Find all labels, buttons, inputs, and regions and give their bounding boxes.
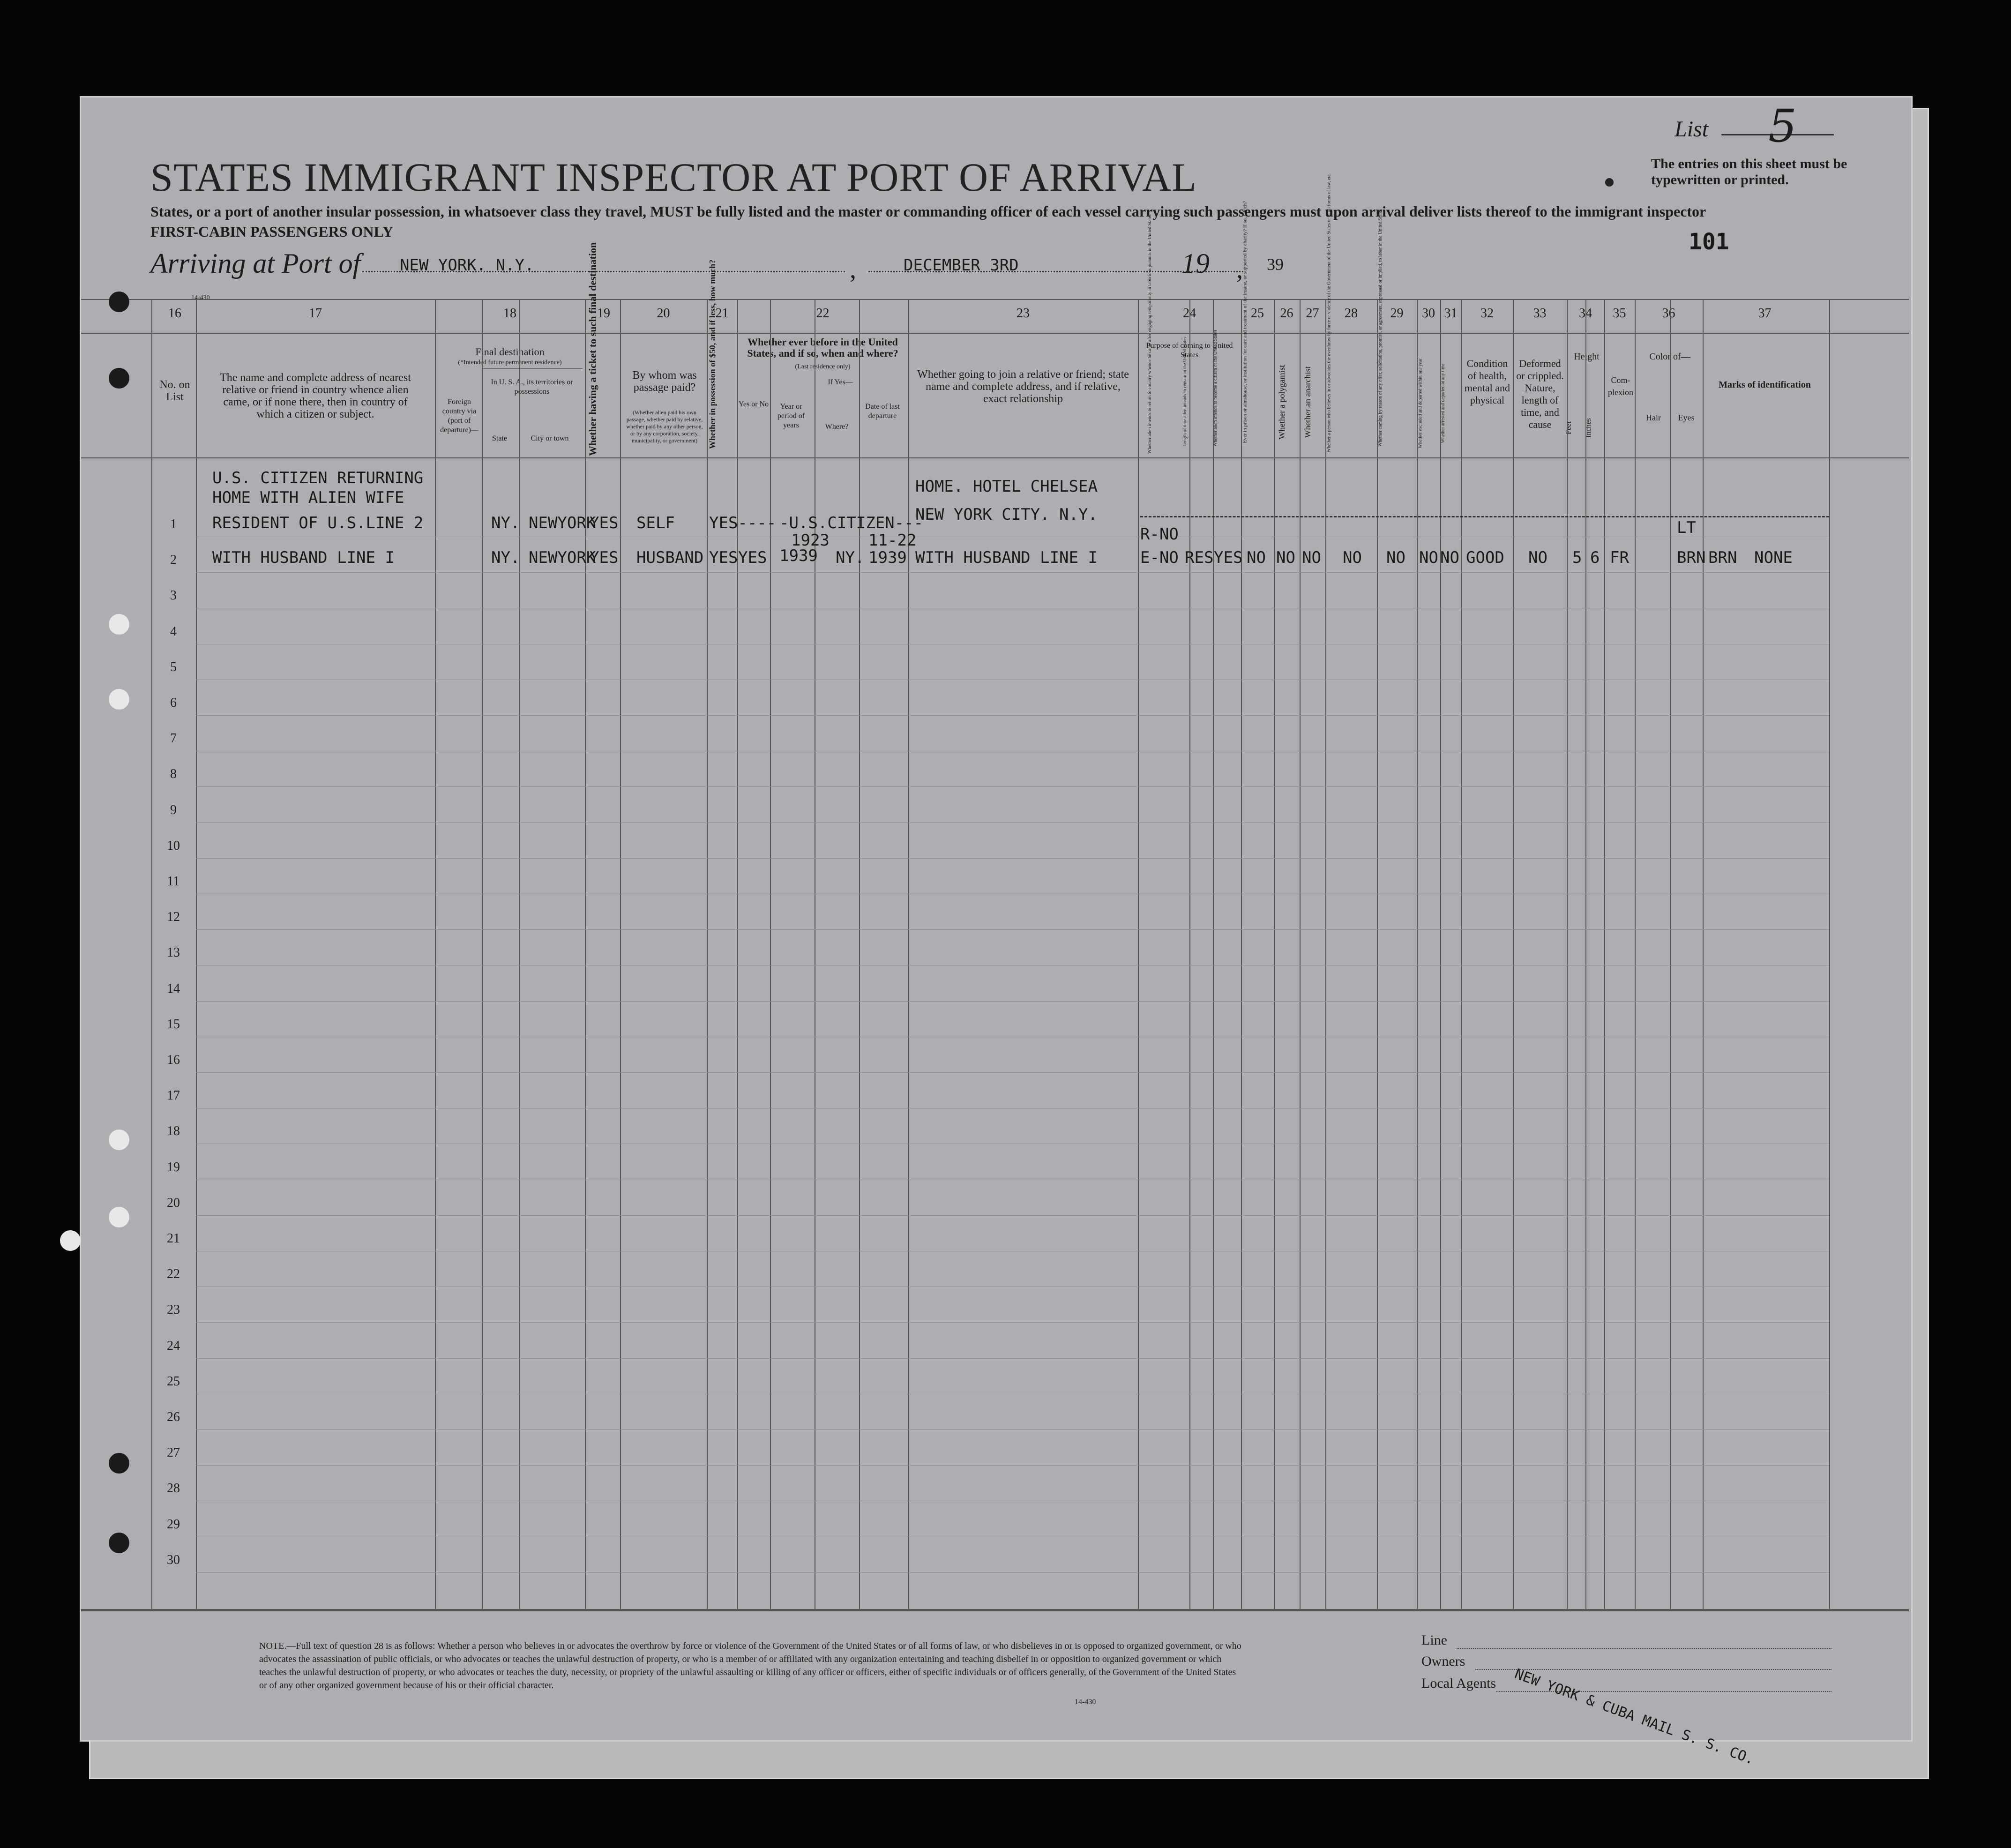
header-purpose-citizen: Whether alien intends to become a citizen of the United States [1213,329,1218,447]
row-number: 17 [167,1088,180,1103]
year-suffix: 39 [1267,255,1284,274]
r2-hair: BRN [1677,548,1706,567]
row-line [196,715,1829,716]
r2-date: 1939 [868,548,907,567]
header-inches: Inches [1585,418,1592,438]
colnum-30: 30 [1422,306,1435,321]
row-number: 16 [167,1053,180,1067]
header-feet: Feet [1565,421,1573,434]
column-line [1417,299,1418,1609]
r2-inches: 6 [1590,548,1600,567]
colnum-18: 18 [503,306,516,321]
footer-agents-label: Local Agents [1421,1676,1496,1691]
row-number: 29 [167,1517,180,1532]
row-number: 28 [167,1481,180,1496]
colnum-21: 21 [715,306,729,321]
column-line [1241,299,1242,1609]
colnum-17: 17 [309,306,322,321]
r1-before: -U.S.CITIZEN--- [779,514,924,532]
row-number: 15 [167,1017,180,1032]
header-in-usa: In U. S. A., its territories or possessions [491,378,573,396]
r2-passage-paid: HUSBAND [636,548,704,567]
binder-hole [109,1207,129,1227]
manifest-sheet [80,96,1913,1768]
column-line [1829,299,1830,1609]
row-number: 2 [170,553,177,568]
r2-labor: NO [1386,548,1405,567]
header-hair: Hair [1646,413,1661,422]
header-prison: Ever in prison or almshouse, or institution for care and treatment of the insane, or supported by charity? If so, which? [1242,201,1248,443]
year-prefix: 19 [1181,248,1210,279]
row-line [196,929,1829,930]
row-number: 21 [167,1231,180,1246]
r2-ticket: YES [590,548,619,567]
row-number: 5 [170,659,177,674]
date-value: DECEMBER 3RD [904,256,1019,275]
row-line [196,786,1829,787]
binder-hole [109,1533,129,1553]
header-color-of: Color of— [1649,352,1690,362]
r2-anarchist: NO [1302,548,1321,567]
r1-join-line1: HOME. HOTEL CHELSEA [915,477,1098,496]
r2-length: RES [1185,548,1214,567]
column-line [519,299,520,1609]
header-marks: Marks of identification [1719,380,1811,390]
header-before-in-us: Whether ever before in the United States, and if so, when and where? [747,336,898,359]
header-eyes: Eyes [1678,413,1695,422]
header-passage-note: (Whether alien paid his own passage, whether paid by relative, whether paid by any other person, or by any corporation, society, municipality, or government) [626,409,703,444]
header-excluded: Whether excluded and deported within one year [1418,358,1423,449]
row-number: 19 [167,1160,180,1175]
r1-hair: LT [1677,518,1696,537]
column-line [1325,299,1326,1609]
r2-citizen: YES [1214,548,1243,567]
colnum-23: 23 [1017,306,1030,321]
binder-hole [109,689,129,710]
header-city: City or town [531,434,569,442]
r1-state: NY. [491,514,520,532]
header-deported: Whether arrested and deported at any time [1440,363,1446,443]
row-number: 1 [170,517,177,531]
list-label: List [1675,117,1709,142]
r2-deformed: NO [1528,548,1547,567]
row-number: 13 [167,945,180,960]
header-no-on-list: No. on List [159,379,190,403]
column-line [859,299,860,1609]
colnum-36: 36 [1662,306,1675,321]
row-number: 10 [167,838,180,853]
row-number: 14 [167,981,180,996]
row-number: 7 [170,731,177,746]
row-number: 4 [170,624,177,639]
binder-hole [109,1453,129,1474]
row-line [196,572,1829,573]
header-year: Year or period of years [777,403,805,429]
r2-relative: WITH HUSBAND LINE I [212,548,395,567]
r1-date: 11-22 [868,531,917,550]
row-line [196,1001,1829,1002]
header-polygamist: Whether a polygamist [1277,365,1286,440]
row-number: 24 [167,1338,180,1353]
colnum-27: 27 [1306,306,1319,321]
row-number: 30 [167,1552,180,1567]
column-line [1189,299,1190,1609]
colnum-20: 20 [657,306,670,321]
row-number: 26 [167,1410,180,1424]
colnum-32: 32 [1480,306,1494,321]
r2-join: WITH HUSBAND LINE I [915,548,1098,567]
binder-hole [109,292,129,312]
r2-year: 1939 [779,546,818,565]
footer-line-label: Line [1421,1632,1447,1648]
colnum-26: 26 [1280,306,1293,321]
table-bottom-rule [81,1609,1909,1611]
r1-relative-line1: U.S. CITIZEN RETURNING [212,469,424,487]
r2-overthrow: NO [1343,548,1362,567]
r2-complexion: FR [1610,548,1629,567]
row-line [196,858,1829,859]
colnum-29: 29 [1390,306,1404,321]
row-line [196,1072,1829,1073]
header-where: Where? [825,423,849,431]
column-line [1567,299,1568,1609]
row-line [196,1215,1829,1216]
row-number: 20 [167,1195,180,1210]
column-line [1635,299,1636,1609]
column-line [1604,299,1605,1609]
column-line [1274,299,1275,1609]
sheet-number: 101 [1689,229,1729,255]
column-line [770,299,771,1609]
r2-money: YES [709,548,738,567]
row-line [196,1358,1829,1359]
arriving-label: Arriving at Port of [150,248,361,279]
r1-money: YES---- [709,514,777,532]
column-line [620,299,621,1609]
column-line [707,299,708,1609]
typed-note: The entries on this sheet must be typewritten or printed. [1651,156,1847,187]
column-line [737,299,738,1609]
colnum-16: 16 [168,306,181,321]
footer-line-field [1457,1648,1832,1649]
row-number: 12 [167,910,180,925]
header-purpose-length: Length of time alien intends to remain in the United States [1182,337,1188,447]
header-18-rule [482,368,583,369]
column-line [435,299,436,1609]
header-complexion: Com-plexion [1608,375,1633,397]
r1-year: 1923 [791,531,830,550]
header-anarchist: Whether an anarchist [1303,366,1312,438]
header-deformed: Deformed or crippled. Nature, length of time, and cause [1516,358,1564,430]
comma-1: , [850,255,856,284]
r2-deported: NO [1440,548,1459,567]
colnum-31: 31 [1444,306,1458,321]
r2-health: GOOD [1466,548,1504,567]
header-join-relative: Whether going to join a relative or friend; state name and complete address, and if relative, exact relationship [917,368,1129,405]
column-line [908,299,909,1609]
colnum-25: 25 [1251,306,1264,321]
header-height: Height [1574,352,1600,362]
r2-feet: 5 [1572,548,1582,567]
r2-marks: NONE [1754,548,1793,567]
header-state: State [492,434,507,442]
form-title: STATES IMMIGRANT INSPECTOR AT PORT OF ARRIVAL [150,155,1197,200]
colnum-34: 34 [1579,306,1592,321]
header-health: Condition of health, mental and physical [1464,358,1510,406]
column-line [1513,299,1514,1609]
r1-dash-rule [1140,516,1829,517]
r2-eyes: BRN [1708,548,1737,567]
header-last-departure: Date of last departure [865,403,900,420]
r2-purpose: E-NO [1140,548,1179,567]
header-before-note: (Last residence only) [795,363,851,370]
header-yes-or-no: Yes or No [738,400,769,408]
row-number: 8 [170,767,177,782]
class-label: FIRST-CABIN PASSENGERS ONLY [150,223,394,240]
column-line [1213,299,1214,1609]
row-line [196,1322,1829,1323]
row-line [196,1465,1829,1466]
bullet-dot [1605,178,1614,187]
binder-hole [109,614,129,635]
list-number: 5 [1768,100,1797,152]
r2-excluded: NO [1419,548,1438,567]
column-line [1440,299,1441,1609]
footer-form-code: 14-430 [1075,1698,1096,1706]
header-overthrow: Whether a person who believes in or advocates the overthrow by force or violence of the Government of the United States or of all forms of law, etc. [1326,173,1332,453]
header-final-destination: Final destination [475,346,545,358]
header-foreign-country: Foreign country via (port of departure)— [440,398,478,434]
binder-hole [60,1230,81,1251]
form-code-top: 14-430 [191,294,210,301]
r1-passage-paid: SELF [636,514,675,532]
header-fifty-dollars: Whether in possession of $50, and if less, how much? [708,259,717,449]
header-nearest-relative: The name and complete address of nearest relative or friend in country whence alien came, or if none there, then in country of which a citizen or subject. [220,372,411,420]
footer-owners-label: Owners [1421,1653,1465,1669]
row-number: 22 [167,1267,180,1282]
r2-city: NEWYORK [529,548,596,567]
header-purpose-return: Whether alien intends to return to country whence he came after engaging temporarily in laborious pursuits in the United States [1147,214,1152,454]
port-value: NEW YORK. N.Y. [400,256,534,275]
column-line [1585,299,1586,1609]
header-if-yes: If Yes— [828,378,853,386]
column-line [1461,299,1462,1609]
colnum-19: 19 [597,306,610,321]
r2-prison: NO [1247,548,1266,567]
r2-yes-no: YES [738,548,767,567]
row-number: 23 [167,1302,180,1317]
r1-purpose: R-NO [1140,525,1179,544]
colnum-35: 35 [1613,306,1626,321]
colnum-22: 22 [816,306,830,321]
column-line [196,299,197,1609]
colnum-33: 33 [1533,306,1547,321]
r2-where: NY. [836,548,865,567]
row-number: 9 [170,802,177,817]
row-number: 18 [167,1124,180,1139]
r1-relative-line3: RESIDENT OF U.S.LINE 2 [212,514,424,532]
comma-2: , [1236,255,1243,284]
colnum-24: 24 [1183,306,1196,321]
row-number: 27 [167,1445,180,1460]
column-line [1703,299,1704,1609]
r2-polygamist: NO [1276,548,1295,567]
row-number: 6 [170,696,177,710]
column-line [1670,299,1671,1609]
column-line [1300,299,1301,1609]
r2-state: NY. [491,548,520,567]
header-purpose: Purpose of coming to United States [1146,342,1233,359]
r1-city: NEWYORK [529,514,596,532]
row-number: 25 [167,1374,180,1389]
column-line [482,299,483,1609]
header-labor-offer: Whether coming by reason of any offer, solicitation, promise, or agreement, expressed or implied, to labor in the United States [1378,209,1383,447]
row-number: 3 [170,588,177,603]
r1-relative-line2: HOME WITH ALIEN WIFE [212,488,404,507]
r1-join-line2: NEW YORK CITY. N.Y. [915,505,1098,524]
colnum-37: 37 [1758,306,1772,321]
form-subtitle: States, or a port of another insular possession, in whatsoever class they travel, MUST be fully listed and the master or commanding officer of each vessel carrying such passengers must upon arrival deliver lists thereof to the immigrant inspector [150,203,1706,220]
header-passage-paid: By whom was passage paid? [632,369,697,394]
row-line [196,1429,1829,1430]
row-line [196,1572,1829,1573]
agent-stamp: NEW YORK & CUBA MAIL S. S. CO. [1512,1666,1757,1768]
colnum-28: 28 [1345,306,1358,321]
column-line [1377,299,1378,1609]
column-line [585,299,586,1609]
header-ticket: Whether having a ticket to such final destination [587,242,598,456]
row-number: 11 [167,874,180,889]
column-line [1138,299,1139,1609]
footer-note: NOTE.—Full text of question 28 is as follows: Whether a person who believes in or advocates the overthrow by force or violence of the Government of the United States or of all forms of law, or who disbelieves in or is opposed to organized government, or who advocates the assassination of public officials, or who advocates or teaches the unlawful destruction of property, or who is a member of or affiliated with any organization entertaining and teaching disbelief in or opposition to organized government or which teaches the unlawful destruction of property, or who advocates or teaches the duty, necessity, or propriety of the unlawful assaulting or killing of any officer or officers, either of specific individuals or of officers generally, of the Government of the United States or of any other organized government because of his or their official character. [259,1641,1241,1691]
binder-hole [109,1130,129,1150]
r1-ticket: YES [590,514,619,532]
header-final-destination-note: (*Intended future permanent residence) [458,359,562,366]
binder-hole [109,368,129,389]
